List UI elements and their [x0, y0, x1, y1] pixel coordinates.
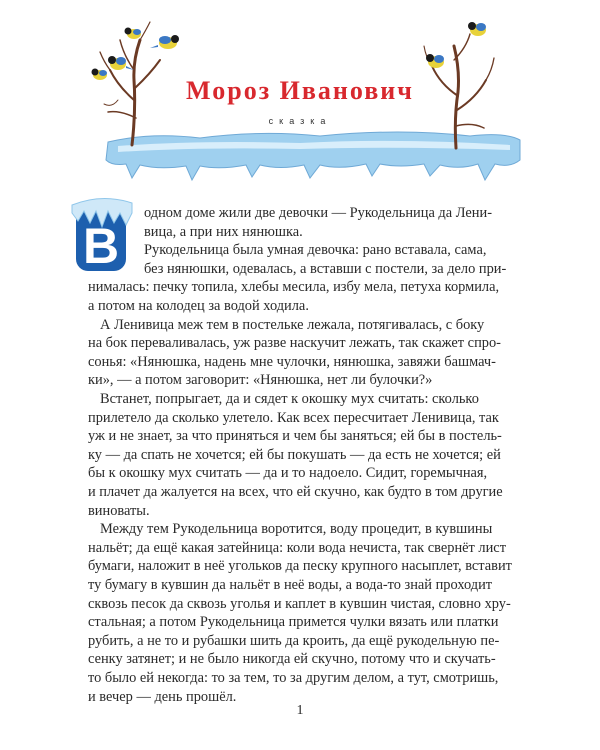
text-line: и плачет да жалуется на всех, что ей скучно, как будто в том другие — [88, 484, 503, 500]
story-subtitle: сказка — [268, 116, 332, 126]
text-line: без нянюшки, одевалась, а вставши с постели, за дело при- — [144, 260, 507, 277]
text-line: сонья: «Нянюшка, надень мне чулочки, нянюшка, завяжи башмач- — [88, 353, 496, 370]
bird-icon — [125, 28, 142, 40]
text-line: ки», — а потом заговорит: «Нянюшка, нет ли булочки?» — [88, 372, 433, 389]
header-illustration — [0, 0, 600, 190]
text-line: нальёт; да ещё какая затейница: коли вода нечиста, так свернёт лист — [88, 539, 506, 556]
text-line: бы к окошку мух считать — да и то надоело. Сидит, горемычная, — [88, 465, 488, 482]
dropcap-letter: В — [82, 218, 120, 274]
text-line: ку — да спать не хочется; ей бы покушать — да есть не хочется; ей — [88, 446, 501, 463]
right-tree — [424, 34, 494, 148]
text-line: уж и не знает, за что приняться и чем бы заняться; ей бы в постель- — [88, 428, 502, 445]
text-line: то было ей некогда: то за тем, то за другим делом, а тут, смотришь, — [88, 670, 499, 686]
bird-icon — [92, 69, 108, 81]
text-line: нималась: печку топила, хлебы месила, избу мела, петуха кормила, — [88, 279, 500, 296]
text-line: на бок переваливалась, уж разве наскучит лежать, так скажет спро- — [88, 335, 501, 352]
text-line: прилетело да сколько улетело. Как всех пересчитает Ленивица, так — [88, 409, 499, 426]
text-line: вица, а при них нянюшка. — [144, 223, 303, 240]
text-line: Между тем Рукодельница воротится, воду процедит, в кувшины — [100, 521, 493, 538]
left-tree — [100, 22, 160, 145]
text-line: виноваты. — [88, 502, 150, 519]
bird-icon — [468, 22, 486, 36]
bird-icon — [426, 54, 444, 68]
text-line: сенку затянет; и не было никогда ей скучно, потому что и скучать- — [88, 651, 496, 668]
text-line: а потом на колодец за водой ходила. — [88, 298, 309, 314]
text-line: и вечер — день прошёл. — [88, 688, 237, 705]
page-number: 1 — [296, 703, 304, 718]
text-line: ту бумагу в кувшин да нальёт в неё воды, а вода-то знай проходит — [88, 577, 493, 593]
story-title: Мороз Иванович — [186, 76, 414, 105]
text-line: сквозь песок да сквозь уголья и каплет в кувшин чистая, словно хру- — [88, 595, 511, 612]
text-line: бумаги, наложит в неё угольков да песку крупного насыплет, вставит — [88, 558, 512, 575]
bird-icon — [150, 35, 179, 49]
dropcap — [62, 193, 142, 277]
text-line: стальная; а потом Рукодельница примется чулки вязать или платки — [88, 614, 499, 631]
ice-band — [106, 132, 520, 180]
text-line: одном доме жили две девочки — Рукодельница да Лени- — [144, 205, 492, 221]
text-line: Рукодельница была умная девочка: рано вставала, сама, — [144, 242, 487, 259]
text-line: Встанет, попрыгает, да и сядет к окошку мух считать: сколько — [100, 391, 479, 407]
text-line: рубить, а не то и рубашки шить да кроить, да ещё рукодельную пе- — [88, 632, 500, 649]
dropcap-letter-illustration — [62, 193, 142, 277]
text-line: А Ленивица меж тем в постельке лежала, потягивалась, с боку — [100, 316, 485, 333]
